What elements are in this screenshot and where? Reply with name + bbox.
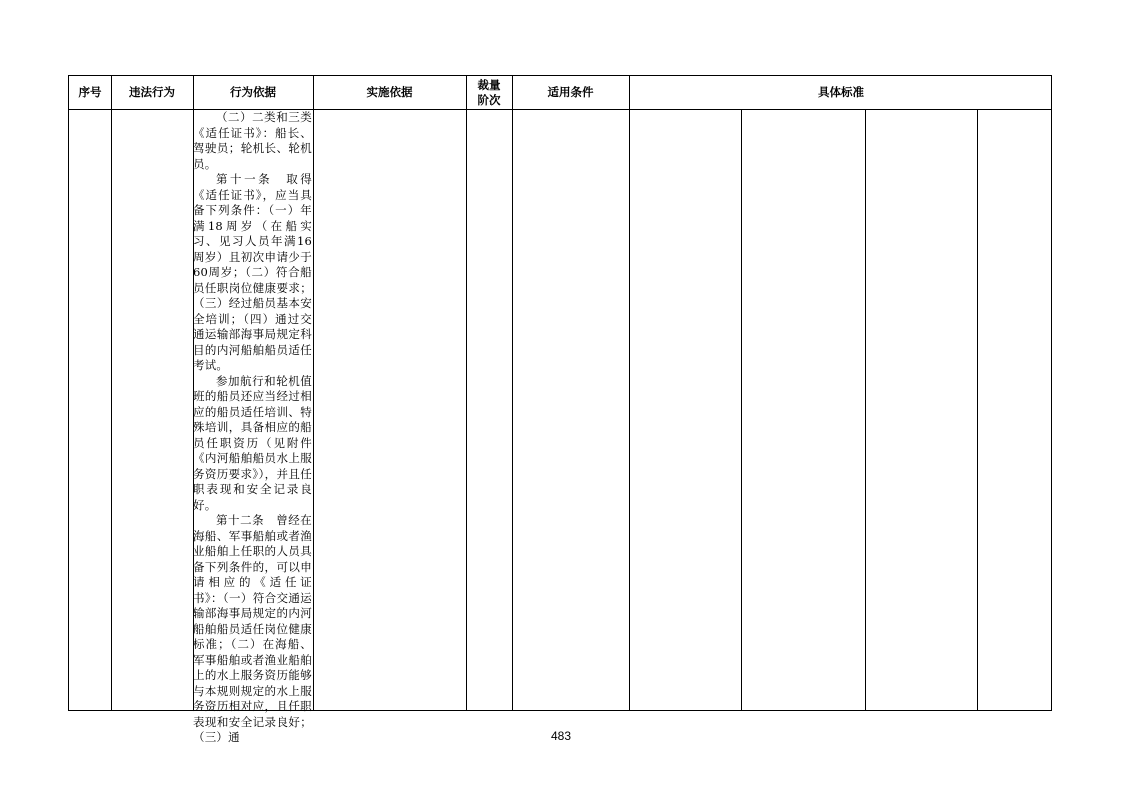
basis-paragraph: （二）二类和三类《适任证书》：船长、驾驶员；轮机长、轮机员。 [193, 110, 312, 171]
standard-subcolumn-divider [977, 109, 978, 710]
column-divider [466, 76, 467, 710]
standard-subcolumn-divider [865, 109, 866, 710]
header-standard: 具体标准 [818, 85, 864, 99]
header-basis: 行为依据 [230, 85, 276, 99]
header-implementation: 实施依据 [366, 85, 413, 99]
header-seq: 序号 [78, 85, 102, 99]
page-number: 483 [550, 729, 572, 743]
header-violation: 违法行为 [129, 85, 175, 99]
column-divider [111, 76, 112, 710]
standard-subcolumn-divider [741, 109, 742, 710]
basis-cell [193, 110, 312, 744]
column-divider [313, 76, 314, 710]
header-level: 裁量 阶次 [477, 77, 501, 107]
basis-paragraph: 第十二条 曾经在海船、军事船舶或者渔业船舶上任职的人员具备下列条件的，可以申请相应的《适任证书》：（一）符合交通运输部海事局规定的内河船舶船员适任岗位健康标准；（二）在海船、军事船舶或者渔业船舶上的水上服务资历能够与本规则规定的水上服务资历相对应，且任职表现和安全记录良好；（三）通 [193, 513, 312, 744]
column-divider [629, 76, 630, 710]
column-divider [512, 76, 513, 710]
basis-paragraph: 参加航行和轮机值班的船员还应当经过相应的船员适任培训、特殊培训，具备相应的船员任职资历（见附件《内河船舶船员水上服务资历要求》），并且任职表现和安全记录良好。 [193, 373, 312, 512]
header-conditions: 适用条件 [547, 85, 594, 99]
basis-paragraph: 第十一条 取得《适任证书》，应当具备下列条件：（一）年满18周岁（在船实习、见习人员年满16周岁）且初次申请少于60周岁；（二）符合船员任职岗位健康要求；（三）经过船员基本安全培训；（四）通过交通运输部海事局规定科目的内河船舶船员适任考试。 [193, 172, 312, 372]
